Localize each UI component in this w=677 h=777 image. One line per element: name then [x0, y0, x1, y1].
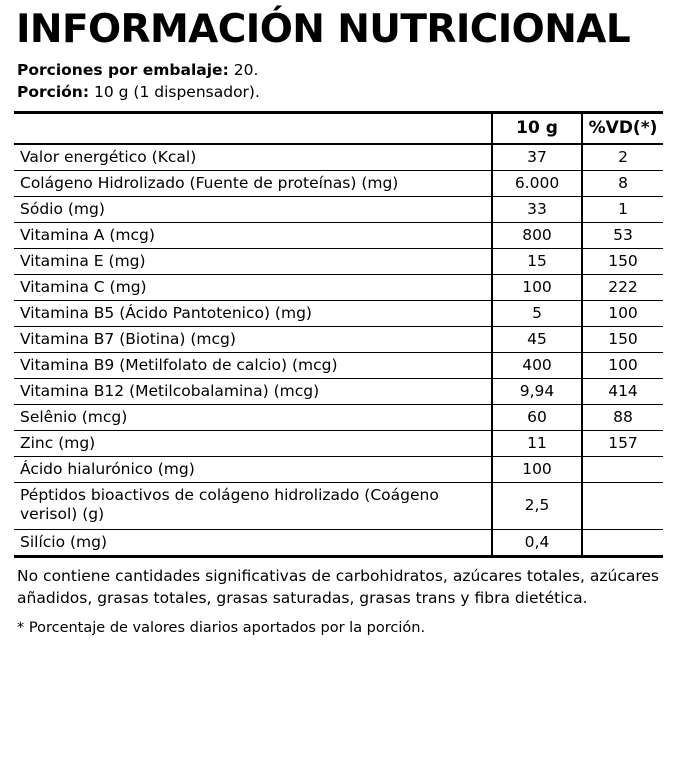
table-row [14, 274, 663, 300]
table-row [14, 300, 663, 326]
table-row [14, 248, 663, 274]
nutrient-amount: 33 [492, 196, 582, 222]
nutrient-amount: 6.000 [492, 170, 582, 196]
table-row [14, 326, 663, 352]
table-header-row [14, 112, 663, 144]
serving-info [17, 59, 663, 103]
nutrient-vd: 88 [582, 404, 663, 430]
nutrient-vd: 150 [582, 248, 663, 274]
nutrient-name: Sódio (mg) [14, 196, 492, 222]
column-header-nutrient [14, 112, 492, 144]
table-row [14, 456, 663, 482]
portions-per-package [17, 59, 663, 81]
footnote-daily-values: * Porcentaje de valores diarios aportados por la porción. [17, 619, 426, 636]
nutrient-name: Vitamina B9 (Metilfolato de calcio) (mcg) [14, 352, 492, 378]
page-title: INFORMACIÓN NUTRICIONAL [16, 7, 631, 52]
nutrient-vd: 100 [582, 300, 663, 326]
table-row [14, 378, 663, 404]
portions-per-package-label: Porciones por embalaje: [17, 60, 229, 79]
nutrient-vd: 222 [582, 274, 663, 300]
nutrient-name: Ácido hialurónico (mg) [14, 456, 492, 482]
portion-size-value: 10 g (1 dispensador). [93, 82, 260, 101]
footnotes [17, 565, 663, 636]
nutrient-amount: 15 [492, 248, 582, 274]
column-header-amount: 10 g [492, 112, 582, 144]
nutrient-name: Vitamina B12 (Metilcobalamina) (mcg) [14, 378, 492, 404]
nutrient-vd: 100 [582, 352, 663, 378]
nutrient-vd [582, 529, 663, 556]
table-row [14, 222, 663, 248]
nutrient-amount: 60 [492, 404, 582, 430]
nutrient-name: Zinc (mg) [14, 430, 492, 456]
nutrient-name: Vitamina B7 (Biotina) (mcg) [14, 326, 492, 352]
table-row [14, 529, 663, 556]
nutrient-name: Silício (mg) [14, 529, 492, 556]
nutrient-amount: 45 [492, 326, 582, 352]
nutrient-vd [582, 482, 663, 529]
table-row [14, 144, 663, 171]
portion-size-label: Porción: [17, 82, 90, 101]
nutrient-amount: 100 [492, 456, 582, 482]
nutrient-name: Colágeno Hidrolizado (Fuente de proteínas) (mg) [14, 170, 492, 196]
nutrient-name: Vitamina E (mg) [14, 248, 492, 274]
nutrient-vd: 1 [582, 196, 663, 222]
nutrient-vd: 414 [582, 378, 663, 404]
table-row [14, 404, 663, 430]
footnote-no-significant-amounts: No contiene cantidades significativas de carbohidratos, azúcares totales, azúcares añadidos, grasas totales, grasas saturadas, grasas trans y fibra dietética. [17, 566, 659, 608]
nutrient-vd: 2 [582, 144, 663, 171]
nutrient-name: Selênio (mcg) [14, 404, 492, 430]
nutrient-amount: 0,4 [492, 529, 582, 556]
nutrition-table [14, 111, 663, 558]
nutrient-vd: 157 [582, 430, 663, 456]
nutrient-amount: 2,5 [492, 482, 582, 529]
nutrient-vd: 150 [582, 326, 663, 352]
nutrient-amount: 37 [492, 144, 582, 171]
nutrient-vd: 8 [582, 170, 663, 196]
portions-per-package-value: 20. [233, 60, 259, 79]
nutrient-vd: 53 [582, 222, 663, 248]
nutrient-name: Valor energético (Kcal) [14, 144, 492, 171]
nutrient-name: Vitamina C (mg) [14, 274, 492, 300]
nutrient-name: Vitamina A (mcg) [14, 222, 492, 248]
nutrient-amount: 5 [492, 300, 582, 326]
table-row [14, 430, 663, 456]
table-row [14, 196, 663, 222]
nutrient-amount: 400 [492, 352, 582, 378]
table-row [14, 352, 663, 378]
table-row [14, 170, 663, 196]
nutrient-amount: 11 [492, 430, 582, 456]
nutrient-amount: 100 [492, 274, 582, 300]
table-row [14, 482, 663, 529]
column-header-vd: %VD(*) [582, 112, 663, 144]
nutrient-amount: 9,94 [492, 378, 582, 404]
nutrient-name: Péptidos bioactivos de colágeno hidrolizado (Coágeno verisol) (g) [14, 482, 492, 529]
portion-size [17, 81, 663, 103]
nutrient-name: Vitamina B5 (Ácido Pantotenico) (mg) [14, 300, 492, 326]
nutrient-amount: 800 [492, 222, 582, 248]
nutrient-vd [582, 456, 663, 482]
